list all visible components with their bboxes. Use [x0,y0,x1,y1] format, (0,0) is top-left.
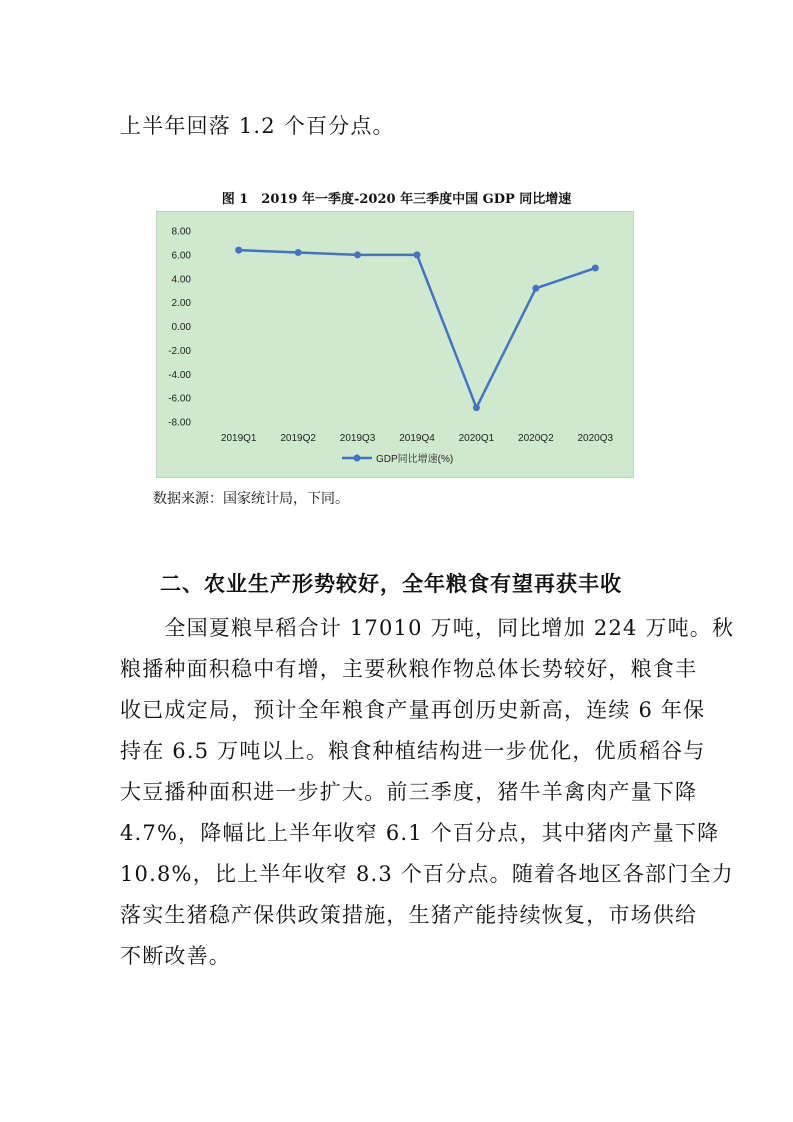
data-point [592,265,599,272]
data-point [532,285,539,292]
paragraph-line: 收已成定局，预计全年粮食产量再创历史新高，连续 6 年保 [120,698,706,722]
x-tick-label: 2019Q4 [399,433,435,444]
data-point [354,251,361,258]
x-tick-label: 2019Q3 [339,433,376,444]
paragraph-line: 全国夏粮早稻合计 17010 万吨，同比增加 224 万吨。秋 [120,616,735,640]
data-point [473,404,480,411]
x-tick-label: 2020Q3 [577,433,614,444]
y-tick-label: 2.00 [171,298,191,310]
x-tick-label: 2019Q1 [220,433,257,444]
figure-title: 图 1 2019 年一季度-2020 年三季度中国 GDP 同比增速 [221,192,572,207]
legend-label: GDP同比增速(%) [376,454,454,465]
y-tick-label: -8.00 [168,417,191,429]
section-heading: 二、农业生产形势较好，全年粮食有望再获丰收 [160,572,622,596]
x-tick-label: 2019Q2 [280,433,316,444]
y-tick-label: 8.00 [171,226,191,238]
data-point [235,247,242,254]
chart-svg [157,212,635,479]
y-tick-label: -4.00 [168,369,191,381]
paragraph-line: 落实生猪稳产保供政策措施，生猪产能持续恢复，市场供给 [120,903,698,927]
data-point [295,249,302,256]
y-tick-label: 0.00 [171,322,191,333]
y-tick-label: 4.00 [171,274,191,286]
paragraph-line: 10.8%，比上半年收窄 8.3 个百分点。随着各地区各部门全力 [120,862,734,886]
paragraph-line: 4.7%，降幅比上半年收窄 6.1 个百分点，其中猪肉产量下降 [120,821,720,845]
paragraph-line: 持在 6.5 万吨以上。粮食种植结构进一步优化，优质稻谷与 [120,739,706,763]
series-line [239,250,596,408]
figure-source-note: 数据来源：国家统计局，下同。 [153,491,349,507]
y-tick-label: -2.00 [168,345,191,357]
y-tick-label: 6.00 [171,250,191,262]
paragraph-line: 大豆播种面积进一步扩大。前三季度，猪牛羊禽肉产量下降 [120,780,698,804]
gdp-line-chart [156,211,634,478]
legend-marker [354,455,361,462]
paragraph-line: 不断改善。 [120,944,231,968]
x-tick-label: 2020Q1 [458,433,495,444]
top-paragraph-line: 上半年回落 1.2 个百分点。 [120,114,395,138]
x-tick-label: 2020Q2 [518,433,554,444]
data-point [414,251,421,258]
y-tick-label: -6.00 [168,393,191,405]
paragraph-line: 粮播种面积稳中有增，主要秋粮作物总体长势较好，粮食丰 [120,657,698,681]
